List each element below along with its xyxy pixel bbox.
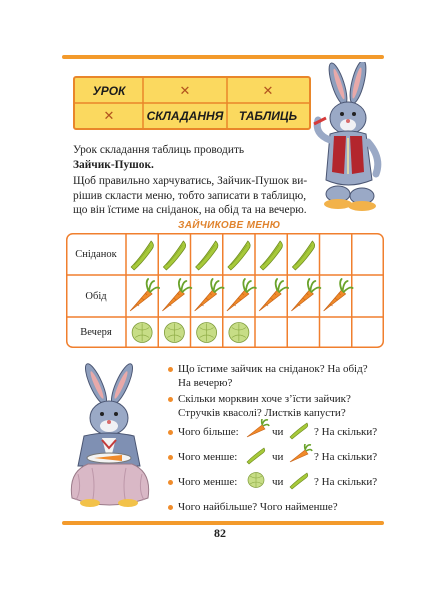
question-line: Чого найбільше? Чого найменше? bbox=[178, 501, 338, 513]
row-label-dinner: Вечеря bbox=[80, 327, 112, 338]
explanation-line: Щоб правильно харчуватись, Зайчик-Пушок ви- bbox=[73, 175, 308, 187]
menu-table bbox=[66, 233, 384, 348]
green-bean-icon bbox=[228, 241, 250, 270]
question-text: ? На скільки? bbox=[314, 476, 378, 488]
green-bean-icon bbox=[131, 241, 153, 270]
question-text: Чого менше: bbox=[178, 476, 238, 488]
carrot-icon bbox=[195, 279, 224, 311]
question-text: ? На скільки? bbox=[314, 451, 378, 463]
carrot-icon bbox=[130, 279, 159, 311]
question-or: чи bbox=[272, 451, 284, 463]
intro-paragraph bbox=[73, 143, 311, 172]
bottom-decor-stripe bbox=[62, 521, 384, 525]
bullet-dot bbox=[168, 505, 173, 510]
green-bean-icon bbox=[292, 241, 314, 270]
rabbit-at-table-illustration bbox=[62, 362, 162, 514]
lesson-title-board bbox=[73, 76, 311, 130]
title-word-tables: ТАБЛИЦЬ bbox=[238, 108, 298, 123]
carrot-icon bbox=[162, 279, 191, 311]
cabbage-icon bbox=[132, 323, 152, 343]
carrot-icon bbox=[324, 279, 353, 311]
question-text: Чого менше: bbox=[178, 451, 238, 463]
question-or: чи bbox=[272, 476, 284, 488]
bullet-dot bbox=[168, 455, 173, 460]
green-bean-icon bbox=[260, 241, 282, 270]
explanation-line: рішив скласти меню, тобто записати в таблицю, bbox=[73, 189, 307, 202]
carrot-icon bbox=[259, 279, 288, 311]
cabbage-icon bbox=[197, 323, 217, 343]
row-label-lunch: Обід bbox=[85, 290, 107, 302]
carrot-icon bbox=[287, 444, 313, 466]
green-bean-icon bbox=[244, 445, 268, 465]
page-number: 82 bbox=[214, 526, 226, 540]
title-word-lesson: УРОК bbox=[92, 83, 126, 98]
question-text: Чого більше: bbox=[178, 426, 239, 438]
row-label-breakfast: Сніданок bbox=[75, 248, 117, 260]
green-bean-icon bbox=[196, 241, 218, 270]
carrot-icon bbox=[291, 279, 320, 311]
rabbit-teacher-illustration bbox=[302, 62, 398, 214]
question-less-cabbage-bean bbox=[168, 475, 398, 495]
carrot-icon bbox=[227, 279, 256, 311]
bullet-dot bbox=[168, 397, 173, 402]
green-bean-icon bbox=[287, 470, 311, 490]
question-less-bean-carrot bbox=[168, 450, 398, 470]
title-cross-mark: ✕ bbox=[103, 107, 115, 123]
title-cross-mark: ✕ bbox=[179, 82, 191, 98]
question-text: ? На скільки? bbox=[314, 426, 378, 438]
cabbage-icon bbox=[229, 323, 249, 343]
menu-explanation bbox=[73, 174, 311, 218]
bullet-dot bbox=[168, 367, 173, 372]
top-decor-stripe bbox=[62, 55, 384, 59]
question-more-carrot-bean bbox=[168, 425, 398, 445]
question-line: Скільки морквин хоче з’їсти зайчик? bbox=[178, 393, 351, 405]
question-or: чи bbox=[272, 426, 284, 438]
question-line: Стручків квасолі? Листків капусти? bbox=[178, 407, 346, 419]
cabbage-icon bbox=[164, 323, 184, 343]
intro-line: Урок складання таблиць проводить bbox=[73, 144, 245, 156]
carrot-icon bbox=[244, 419, 270, 441]
explanation-line: що він їстиме на сніданок, на обід та на вечерю. bbox=[73, 204, 307, 216]
question-line: Що їстиме зайчик на сніданок? На обід? bbox=[178, 363, 368, 375]
question-line: На вечерю? bbox=[178, 377, 233, 389]
cabbage-icon bbox=[246, 471, 266, 489]
title-word-compiling: СКЛАДАННЯ bbox=[146, 108, 224, 123]
bullet-dot bbox=[168, 480, 173, 485]
title-cross-mark: ✕ bbox=[262, 82, 274, 98]
teacher-name: Зайчик-Пушок. bbox=[73, 158, 154, 171]
green-bean-icon bbox=[287, 420, 311, 440]
green-bean-icon bbox=[163, 241, 185, 270]
bullet-dot bbox=[168, 430, 173, 435]
menu-title: ЗАЙЧИКОВЕ МЕНЮ bbox=[178, 220, 281, 231]
